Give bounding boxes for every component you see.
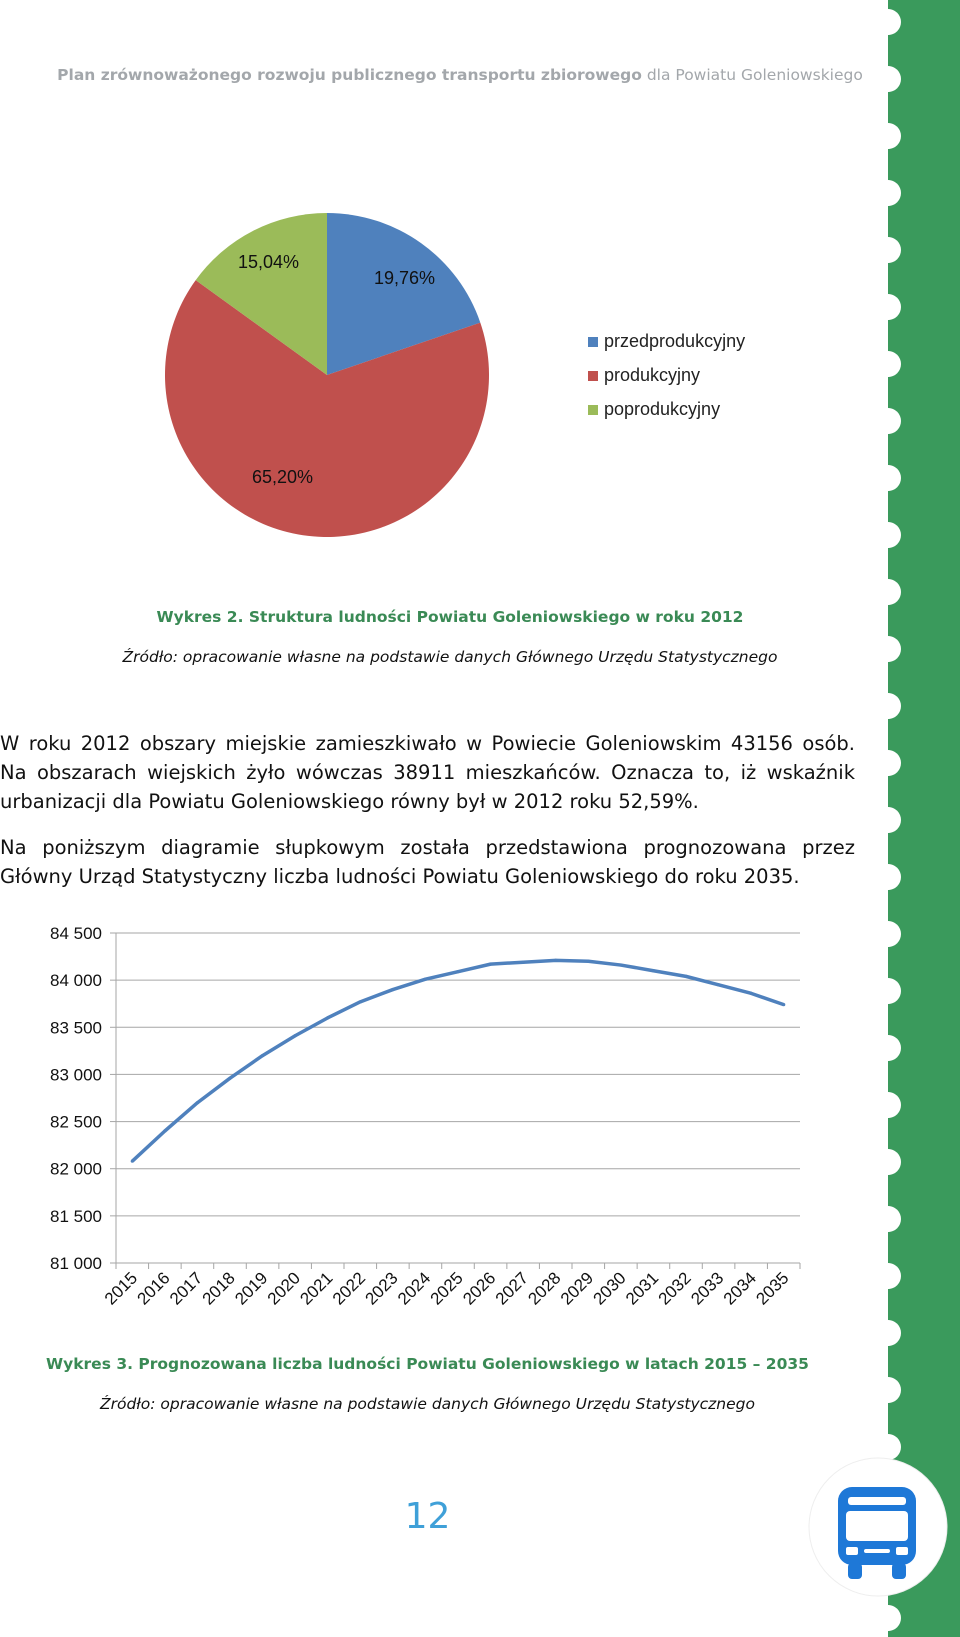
x-tick-label: 2025 xyxy=(426,1268,467,1309)
pie-label-przedprodukcyjny: 19,76% xyxy=(374,268,436,288)
side-scallop xyxy=(875,1035,901,1061)
legend-label: poprodukcyjny xyxy=(604,399,721,419)
data-point xyxy=(359,1000,362,1003)
pie-chart xyxy=(147,195,507,555)
paragraph-urbanization: W roku 2012 obszary miejskie zamieszkiwało w Powiecie Goleniowskim 43156 osób. Na obszarach wiejskich żyło wówczas 38911 mieszkańców. Oznacza to, iż wskaźnik urbanizacji dla Powiatu Goleniowskiego równy był w 2012 roku 52,59%. xyxy=(0,732,855,813)
side-scallop xyxy=(875,807,901,833)
side-scallop xyxy=(875,1092,901,1118)
side-scallop xyxy=(875,180,901,206)
x-tick-label: 2020 xyxy=(263,1268,304,1309)
x-tick-label: 2034 xyxy=(719,1268,760,1309)
line-chart-caption: Wykres 3. Prognozowana liczba ludności Powiatu Goleniowskiego w latach 2015 – 2035 xyxy=(46,1355,809,1373)
side-scallop xyxy=(875,1377,901,1403)
side-scallop xyxy=(875,465,901,491)
legend-item-produkcyjny xyxy=(588,365,700,386)
y-tick-label: 82 000 xyxy=(50,1159,102,1179)
x-tick-label: 2033 xyxy=(687,1268,728,1309)
y-tick-label: 84 500 xyxy=(50,924,102,943)
paragraph-forecast-intro: Na poniższym diagramie słupkowym została przedstawiona prognozowana przez Główny Urząd Statystyczny liczba ludności Powiatu Goleniowskiego do roku 2035. xyxy=(0,836,855,888)
side-scallop xyxy=(875,1206,901,1232)
x-tick-label: 2028 xyxy=(524,1268,565,1309)
legend-item-poprodukcyjny xyxy=(588,399,720,420)
x-tick-label: 2023 xyxy=(361,1268,402,1309)
page-header xyxy=(0,66,920,84)
x-tick-label: 2016 xyxy=(133,1268,174,1309)
legend-label: produkcyjny xyxy=(604,365,701,385)
data-point xyxy=(391,988,394,991)
y-tick-label: 84 000 xyxy=(50,971,102,991)
side-scallop xyxy=(875,9,901,35)
legend-swatch-green xyxy=(588,405,598,415)
x-tick-label: 2024 xyxy=(394,1268,435,1309)
side-border-decoration xyxy=(870,0,960,1637)
data-point xyxy=(294,1034,297,1037)
line-chart xyxy=(20,910,840,1350)
data-point xyxy=(554,959,557,962)
data-point xyxy=(456,970,459,973)
legend-item-przedprodukcyjny xyxy=(588,331,745,352)
x-tick-label: 2022 xyxy=(328,1268,370,1309)
side-scallop xyxy=(875,1263,901,1289)
pie-label-produkcyjny: 65,20% xyxy=(252,467,314,487)
y-tick-label: 83 000 xyxy=(50,1065,102,1085)
data-point xyxy=(717,983,720,986)
side-scallop xyxy=(875,921,901,947)
x-tick-label: 2032 xyxy=(654,1268,695,1309)
data-point xyxy=(652,969,655,972)
page-number: 12 xyxy=(404,1496,451,1537)
data-point xyxy=(489,963,492,966)
data-point xyxy=(522,961,525,964)
side-scallop xyxy=(875,1320,901,1346)
data-point xyxy=(750,992,753,995)
x-tick-label: 2026 xyxy=(459,1268,500,1309)
data-point xyxy=(196,1101,199,1104)
data-point xyxy=(228,1077,231,1080)
data-point xyxy=(587,960,590,963)
x-tick-label: 2018 xyxy=(198,1268,239,1309)
side-scallop xyxy=(875,579,901,605)
x-tick-label: 2029 xyxy=(556,1268,598,1309)
x-tick-label: 2031 xyxy=(622,1268,663,1309)
pie-chart-caption: Wykres 2. Struktura ludności Powiatu Goleniowskiego w roku 2012 xyxy=(156,608,744,626)
data-point xyxy=(424,978,427,981)
legend-label: przedprodukcyjny xyxy=(604,331,746,351)
x-tick-label: 2017 xyxy=(166,1268,207,1309)
legend-swatch-blue xyxy=(588,337,598,347)
side-scallop xyxy=(875,693,901,719)
side-scallop xyxy=(875,237,901,263)
side-scallop xyxy=(875,522,901,548)
x-tick-label: 2019 xyxy=(231,1268,272,1309)
pie-chart-source: Źródło: opracowanie własne na podstawie danych Głównego Urzędu Statystycznego xyxy=(122,648,778,666)
x-tick-label: 2027 xyxy=(491,1268,532,1309)
data-point xyxy=(619,963,622,966)
data-point xyxy=(326,1016,329,1019)
header-title-bold: Plan zrównoważonego rozwoju publicznego transportu zbiorowego xyxy=(57,66,642,84)
x-tick-label: 2021 xyxy=(296,1268,337,1309)
y-tick-label: 82 500 xyxy=(50,1112,102,1132)
legend-swatch-red xyxy=(588,371,598,381)
data-point xyxy=(684,975,687,978)
line-chart-source: Źródło: opracowanie własne na podstawie danych Głównego Urzędu Statystycznego xyxy=(99,1395,755,1413)
side-scallop xyxy=(875,123,901,149)
side-scallop xyxy=(875,408,901,434)
side-scallop xyxy=(875,1605,901,1631)
pie-label-poprodukcyjny: 15,04% xyxy=(238,252,300,272)
data-point xyxy=(163,1129,166,1132)
header-title-rest: dla Powiatu Goleniowskiego xyxy=(646,66,863,84)
x-tick-label: 2015 xyxy=(100,1268,142,1309)
side-scallop xyxy=(875,351,901,377)
data-point xyxy=(261,1054,264,1057)
side-scallop xyxy=(875,294,901,320)
side-scallop xyxy=(875,978,901,1004)
y-tick-label: 81 000 xyxy=(50,1254,102,1273)
side-scallop xyxy=(875,750,901,776)
y-tick-label: 81 500 xyxy=(50,1206,102,1226)
side-scallop xyxy=(875,864,901,890)
series-line-ludnosc xyxy=(132,960,783,1161)
y-tick-label: 83 500 xyxy=(50,1018,102,1038)
data-point xyxy=(782,1003,785,1006)
bus-badge xyxy=(808,1457,948,1597)
x-tick-label: 2030 xyxy=(589,1268,630,1309)
data-point xyxy=(131,1160,134,1163)
side-scallop xyxy=(875,1149,901,1175)
x-tick-label: 2035 xyxy=(752,1268,793,1309)
